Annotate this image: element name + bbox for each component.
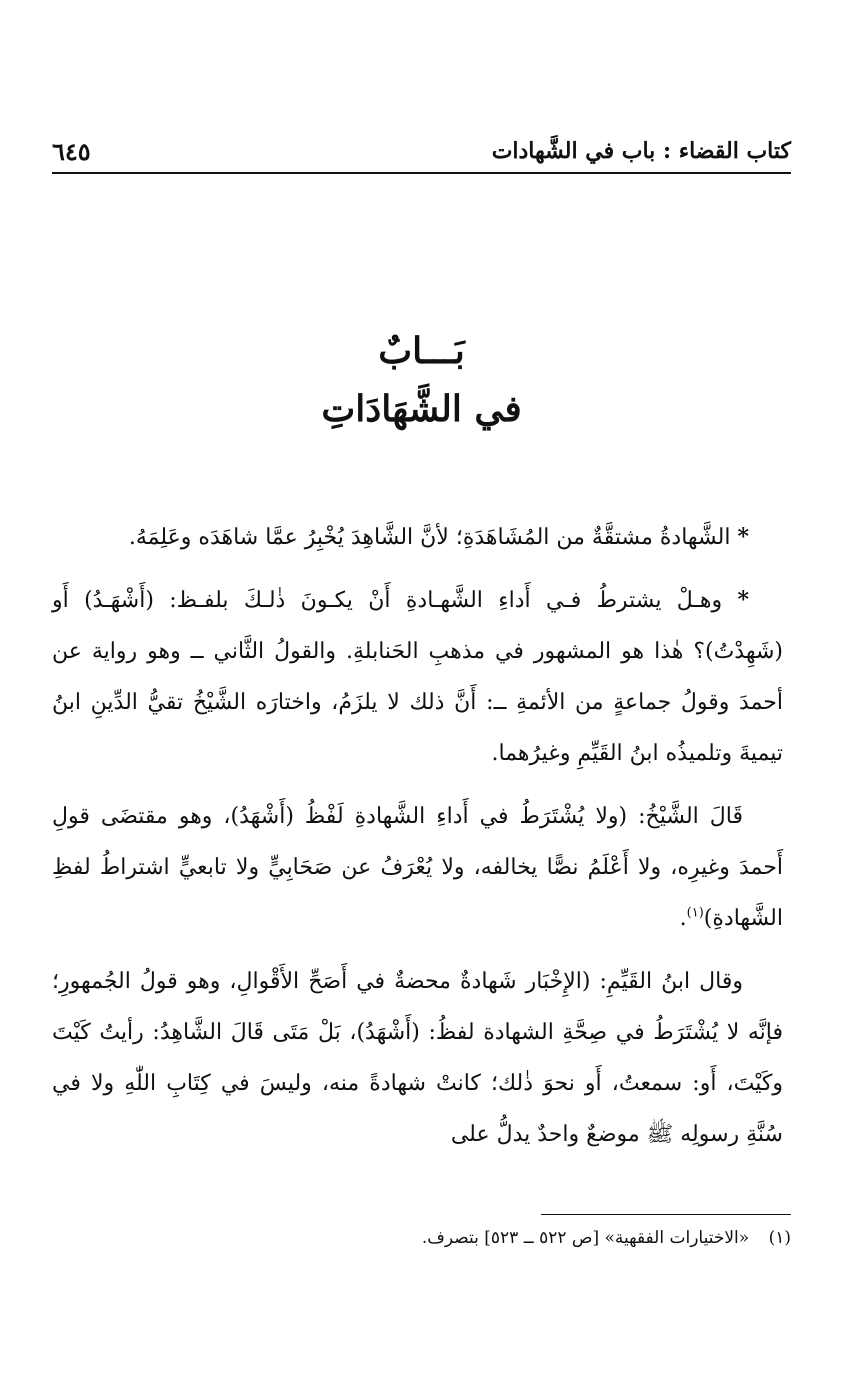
footnote [52, 1228, 791, 1248]
chapter-bab-label: بَـــابٌ [378, 330, 465, 372]
paragraph-text: الشَّهادةُ مشتقَّةٌ من المُشَاهَدَةِ؛ لأنَّ الشَّاهِدَ يُخْبِرُ عمَّا شاهَدَه وعَلِمَهُ. [128, 525, 731, 550]
footnote-divider [541, 1214, 791, 1215]
paragraph-4 [52, 956, 783, 1160]
paragraph-3 [52, 791, 783, 944]
star-marker: * [737, 587, 749, 613]
footnote-text: «الاختيارات الفقهية» [ص ٥٢٢ ــ ٥٢٣] بتصرف. [421, 1228, 750, 1248]
paragraph-2 [52, 575, 783, 779]
paragraph-text: وقال ابنُ القَيِّمِ: (الإِخْبَار شَهادةٌ محضةٌ في أَصَحِّ الأَقْوالِ، وهو قولُ الجُمهورِ؛ فإنَّه لا يُشْتَرَطُ في صِحَّةِ الشهادة لفظُ: (أَشْهَدُ)، بَلْ مَتَى قَالَ الشَّاهِدُ: رأيتُ كَيْتَ وكَيْتَ، أَو: سمعتُ، أَو نحوَ ذٰلك؛ كانتْ شهادةً منه، وليسَ في كِتَابِ اللّٰهِ ولا في سُنَّةِ رسولِه ﷺ موضعٌ واحدٌ يدلُّ على [52, 969, 783, 1147]
paragraph-1 [52, 512, 783, 563]
paragraph-tail: . [679, 906, 687, 931]
running-title: كتاب القضاء : باب في الشَّهادات [491, 138, 791, 164]
page-number: ٦٤٥ [52, 136, 91, 166]
star-marker: * [737, 524, 749, 550]
chapter-title: في الشَّهَادَاتِ [321, 388, 522, 430]
footnote-reference[interactable]: (١) [686, 905, 704, 921]
chapter-heading [0, 330, 843, 430]
footnote-number: (١) [768, 1228, 791, 1248]
body-text [52, 512, 783, 1172]
paragraph-text: قَالَ الشَّيْخُ: (ولا يُشْتَرَطُ في أَداءِ الشَّهادةِ لَفْظُ (أَشْهَدُ)، وهو مقتضَى قولِ أَحمدَ وغيرِه، ولا أَعْلَمُ نصًّا يخالفه، ولا يُعْرَفُ عن صَحَابِيٍّ ولا تابعيٍّ اشتراطُ لفظِ الشَّهادةِ) [52, 804, 783, 931]
paragraph-text: وهـلْ يشترطُ فـي أَداءِ الشَّهـادةِ أَنْ يكـونَ ذٰلـكَ بلفـظ: (أَشْهَـدُ) أَو (شَهِدْتُ)؟ هٰذا هو المشهور في مذهبِ الحَنابلةِ. والقولُ الثَّاني ــ وهو رواية عن أحمدَ وقولُ جماعةٍ من الأئمةِ ــ: أَنَّ ذلك لا يلزَمُ، واختارَه الشَّيْخُ تقيُّ الدِّينِ ابنُ تيميةَ وتلميذُه ابنُ القَيِّمِ وغيرُهما. [52, 588, 783, 766]
page-header [52, 130, 791, 174]
